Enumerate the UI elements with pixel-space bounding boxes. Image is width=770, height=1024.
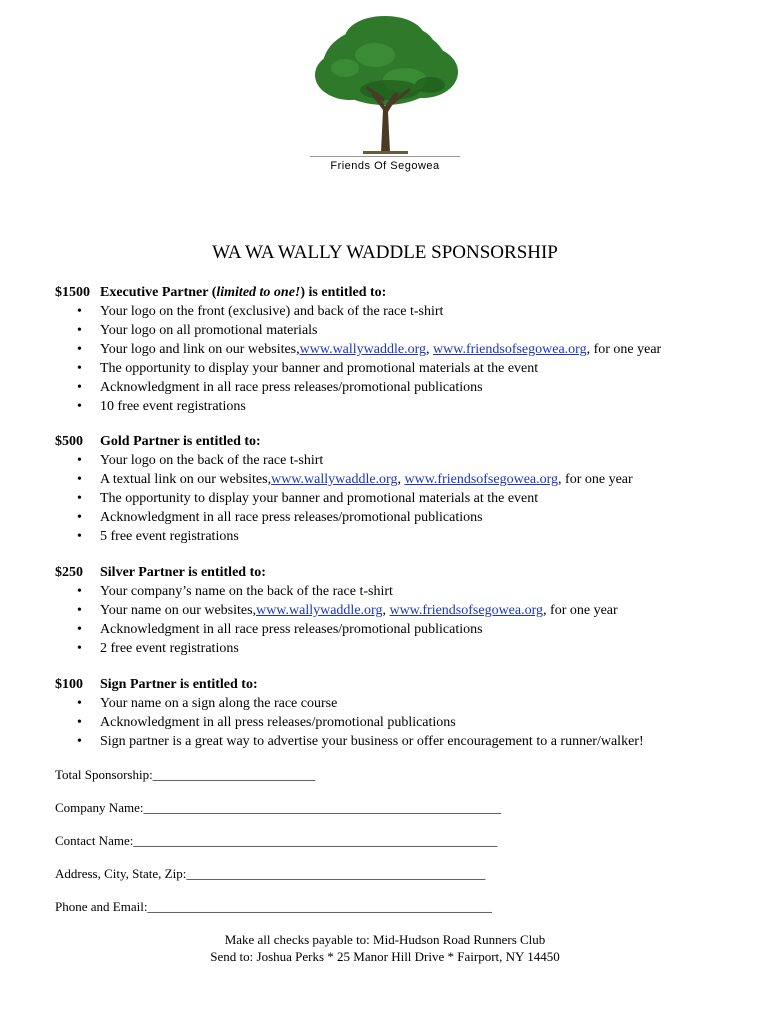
logo-caption: Friends Of Segowea [330,160,440,172]
tier-price: $250 [55,565,83,580]
list-item: • Acknowledgment in all race press releases/promotional publications [55,508,755,527]
list-item: • The opportunity to display your banner and promotional materials at the event [55,489,755,508]
list-item: • Acknowledgment in all race press releases/promotional publications [55,620,755,639]
list-item: • Your logo on the front (exclusive) and back of the race t-shirt [55,302,755,321]
friends-of-segowea-logo [305,10,465,175]
tier-title: Executive Partner (limited to one!) is entitled to: [100,285,387,300]
tier-price: $1500 [55,285,90,300]
tier-heading [55,675,755,694]
company-name-field[interactable]: Company Name:_______________________________________________________ [55,800,501,815]
tier-price: $100 [55,677,83,692]
benefit-list [55,694,755,751]
list-item: • Your name on our websites,www.wallywaddle.org, www.friendsofsegowea.org, for one year [55,601,755,620]
tier-executive [55,283,755,416]
friendsofsegowea-link[interactable]: www.friendsofsegowea.org [404,472,559,487]
tier-title: Silver Partner is entitled to: [100,565,266,580]
phone-email-field[interactable]: Phone and Email:_____________________________________________________ [55,899,492,914]
address-field[interactable]: Address, City, State, Zip:______________________________________________ [55,866,486,881]
list-item: • Acknowledgment in all race press releases/promotional publications [55,378,755,397]
tier-heading [55,432,755,451]
contact-name-field[interactable]: Contact Name:________________________________________________________ [55,833,498,848]
tree-icon [305,10,465,160]
list-item: • Your logo on all promotional materials [55,321,755,340]
tier-heading [55,283,755,302]
list-item: • Your logo and link on our websites,www.wallywaddle.org, www.friendsofsegowea.org, for one year [55,340,755,359]
wallywaddle-link[interactable]: www.wallywaddle.org [271,472,398,487]
list-item: • Your logo on the back of the race t-shirt [55,451,755,470]
tier-price: $500 [55,434,83,449]
list-item: • A textual link on our websites,www.wallywaddle.org, www.friendsofsegowea.org, for one year [55,470,755,489]
list-item: • The opportunity to display your banner and promotional materials at the event [55,359,755,378]
list-item: • Sign partner is a great way to advertise your business or offer encouragement to a runner/walker! [55,732,755,751]
list-item: • Your company’s name on the back of the race t-shirt [55,582,755,601]
total-sponsorship-field[interactable]: Total Sponsorship:_________________________ [55,767,316,782]
benefit-list [55,302,755,416]
wallywaddle-link[interactable]: www.wallywaddle.org [256,603,383,618]
footer [0,931,770,965]
list-item: • 2 free event registrations [55,639,755,658]
tier-title: Gold Partner is entitled to: [100,434,261,449]
tier-silver [55,563,755,658]
wallywaddle-link[interactable]: www.wallywaddle.org [299,342,427,357]
benefit-list [55,451,755,546]
page-title: WA WA WALLY WADDLE SPONSORSHIP [212,242,558,263]
payable-line: Make all checks payable to: Mid-Hudson Road Runners Club [224,932,546,947]
friendsofsegowea-link[interactable]: www.friendsofsegowea.org [433,342,587,357]
tier-gold [55,432,755,546]
benefit-list [55,582,755,658]
list-item: • 5 free event registrations [55,527,755,546]
tier-title: Sign Partner is entitled to: [100,677,258,692]
list-item: • Acknowledgment in all press releases/promotional publications [55,713,755,732]
list-item: • 10 free event registrations [55,397,755,416]
tier-sign [55,675,755,751]
tier-heading [55,563,755,582]
friendsofsegowea-link[interactable]: www.friendsofsegowea.org [389,603,544,618]
list-item: • Your name on a sign along the race course [55,694,755,713]
mailing-address-line: Send to: Joshua Perks * 25 Manor Hill Drive * Fairport, NY 14450 [210,949,560,964]
